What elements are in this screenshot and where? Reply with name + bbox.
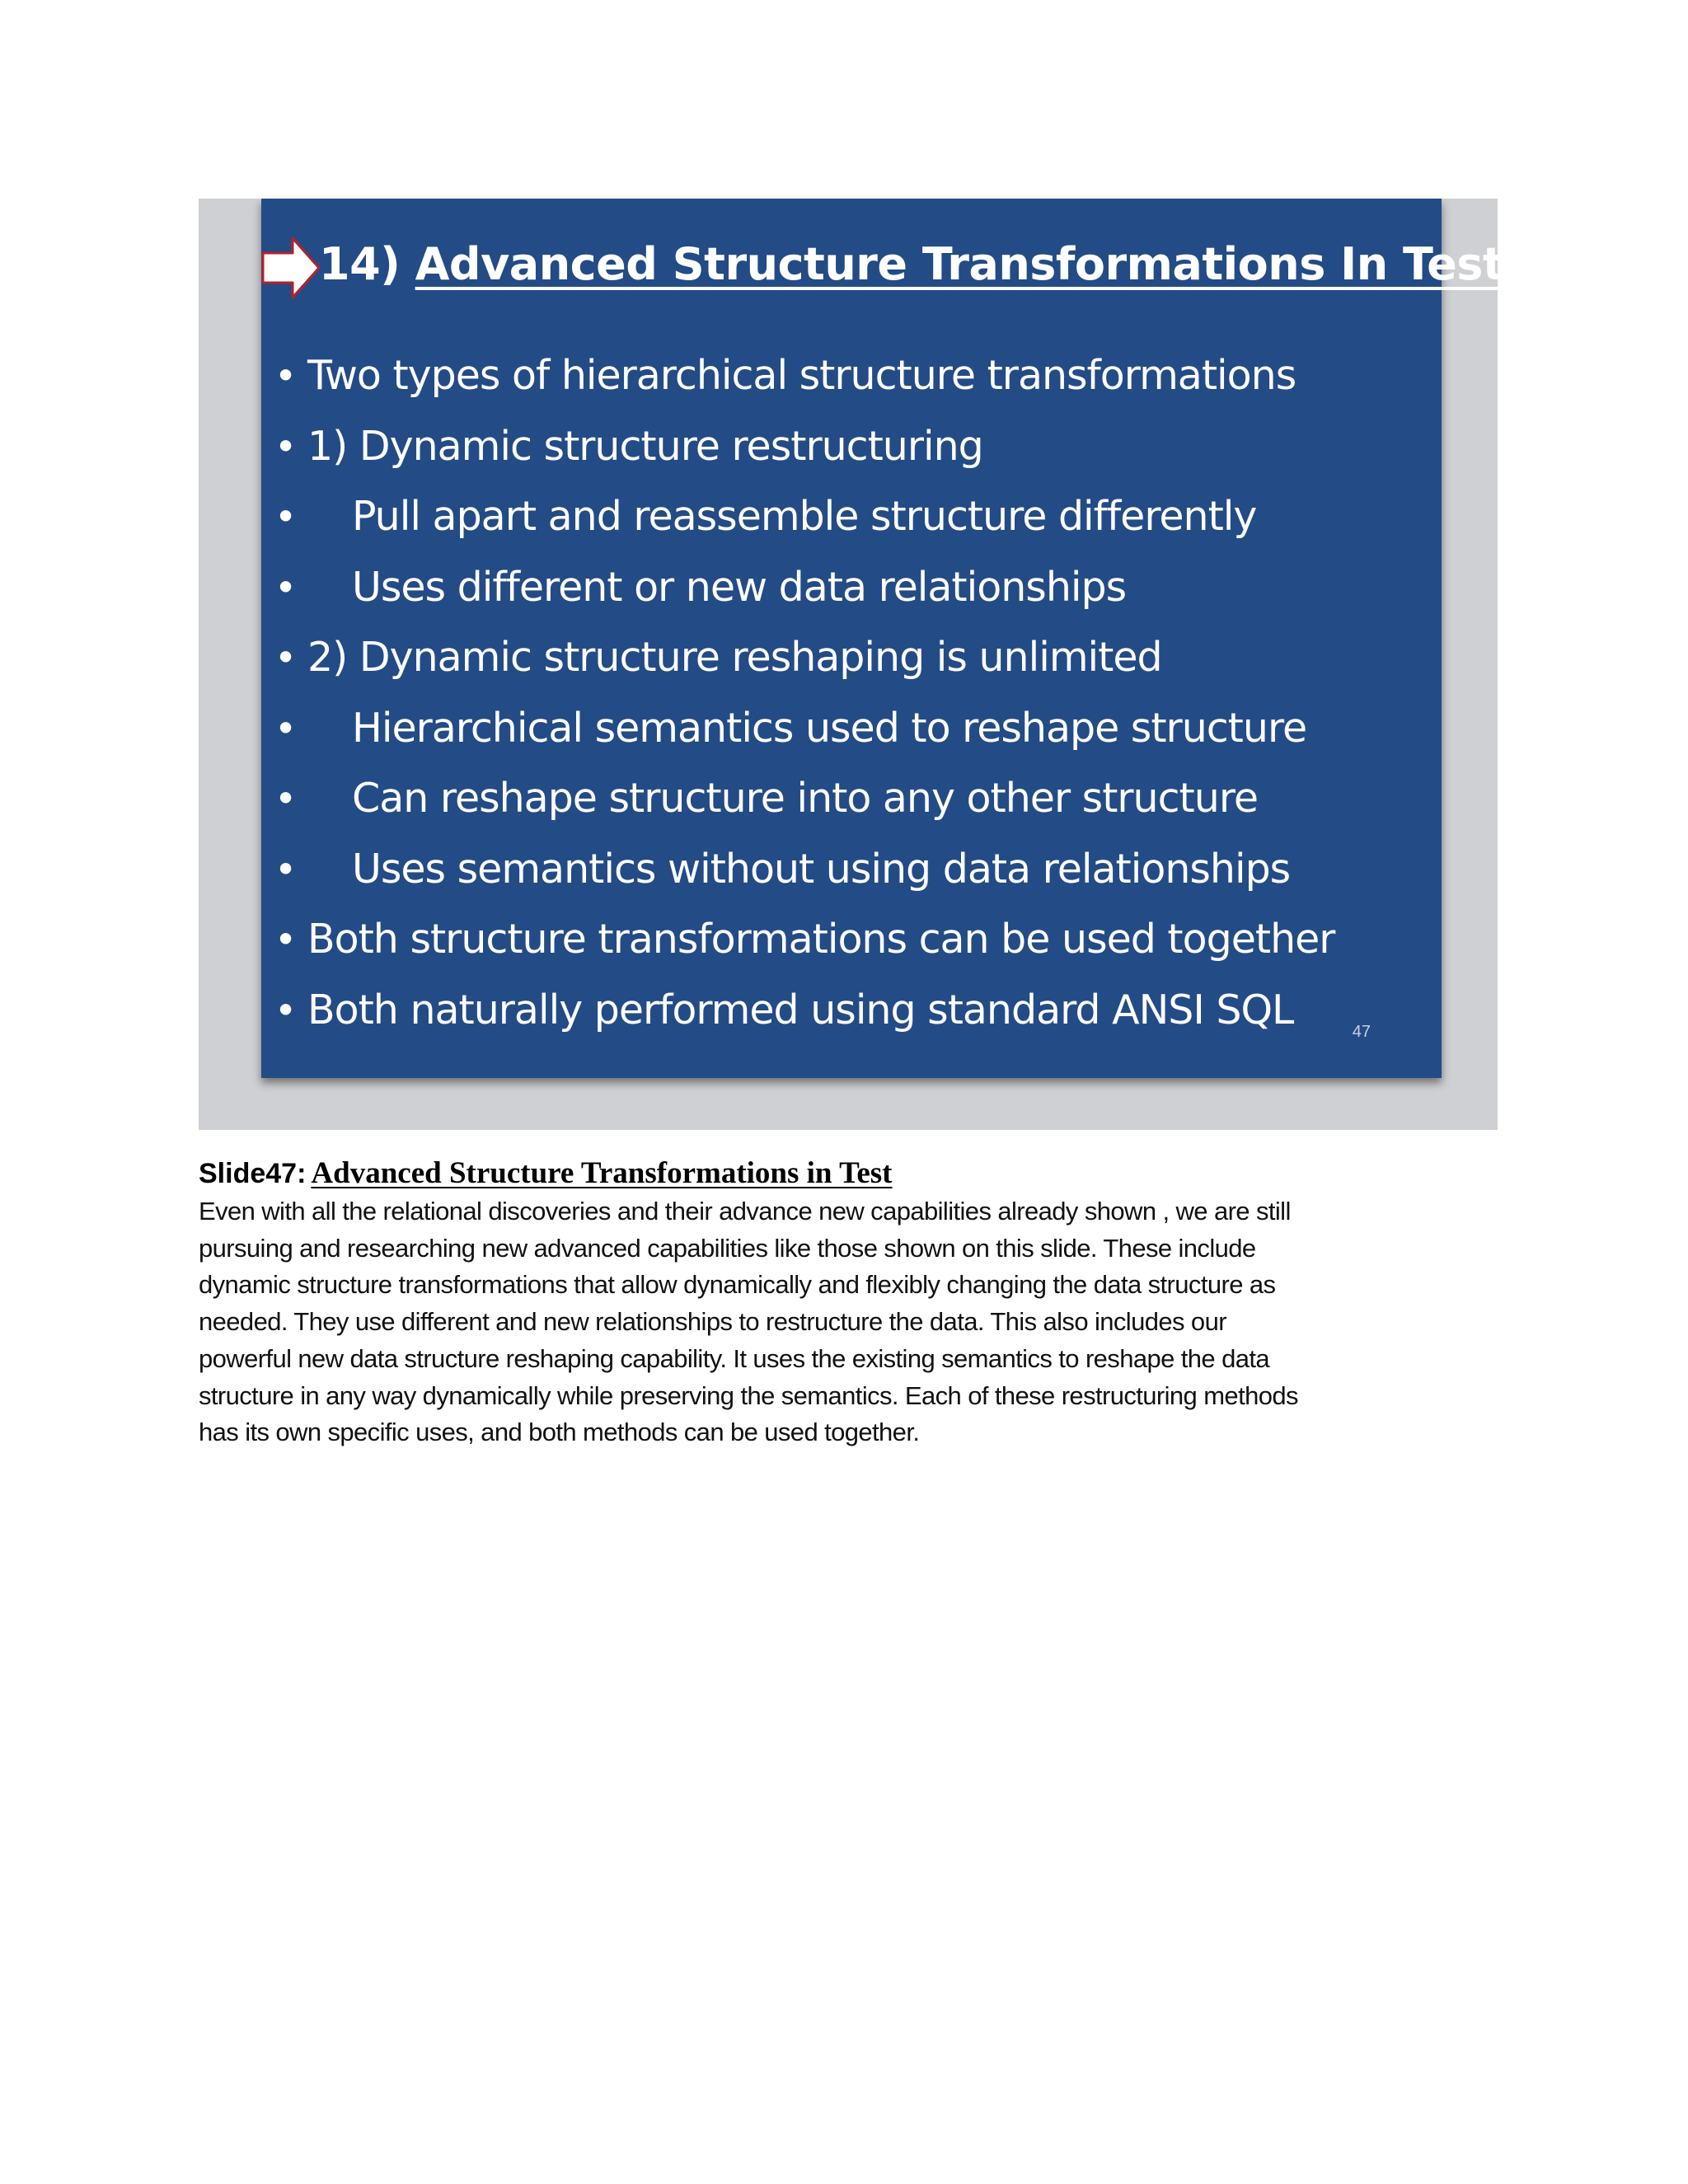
bullet-text: 1) Dynamic structure restructuring (307, 422, 983, 470)
bullet-text: 2) Dynamic structure reshaping is unlimited (307, 634, 1162, 681)
notes-body (199, 1193, 1484, 1451)
bullet-text: Pull apart and reassemble structure differently (352, 493, 1257, 540)
bullet-marker: • (274, 987, 297, 1033)
notes-line: has its own specific uses, and both methods can be used together. (199, 1418, 920, 1447)
bullet-text: Both naturally performed using standard ANSI SQL (307, 986, 1294, 1033)
bullet-item (274, 975, 1334, 1046)
bullet-marker: • (274, 635, 297, 680)
bullet-item (274, 481, 1334, 552)
notes-slide-label: Slide47: (199, 1158, 307, 1189)
bullet-marker: • (274, 705, 297, 751)
bullet-item (274, 411, 1334, 482)
bullet-text: Can reshape structure into any other structure (352, 775, 1259, 822)
bullet-item (274, 693, 1334, 764)
bullet-marker: • (274, 917, 297, 962)
bullet-marker: • (274, 494, 297, 539)
bullet-item (274, 904, 1334, 975)
bullet-list (274, 340, 1334, 1045)
bullet-marker: • (274, 424, 297, 469)
bullet-item (274, 552, 1334, 623)
bullet-text: Hierarchical semantics used to reshape structure (352, 704, 1307, 752)
right-arrow-icon (261, 237, 321, 299)
slide-number-prefix: 14) (319, 238, 401, 290)
slide-notes (199, 1154, 1484, 1451)
bullet-marker: • (274, 565, 297, 610)
notes-line: structure in any way dynamically while preserving the semantics. Each of these restructuring methods (199, 1380, 1298, 1410)
bullet-text: Uses semantics without using data relationships (352, 845, 1291, 893)
bullet-text: Both structure transformations can be used together (307, 916, 1335, 963)
notes-title: Advanced Structure Transformations in Test (311, 1156, 893, 1190)
bullet-marker: • (274, 846, 297, 892)
bullet-marker: • (274, 354, 297, 398)
notes-line: pursuing and researching new advanced capabilities like those shown on this slide. These include (199, 1233, 1256, 1263)
notes-line: needed. They use different and new relationships to restructure the data. This also includes our (199, 1307, 1226, 1337)
bullet-marker: • (274, 776, 297, 821)
notes-line: powerful new data structure reshaping capability. It uses the existing semantics to reshape the data (199, 1343, 1270, 1373)
slide-title-text: Advanced Structure Transformations In Test (415, 238, 1504, 290)
notes-heading (199, 1154, 1484, 1193)
bullet-text: Uses different or new data relationships (352, 563, 1127, 611)
bullet-item (274, 622, 1334, 693)
bullet-text: Two types of hierarchical structure transformations (307, 352, 1296, 399)
notes-line: Even with all the relational discoveries and their advance new capabilities already shown , we are still (199, 1197, 1291, 1226)
slide-title (319, 232, 1503, 298)
slide-frame (199, 199, 1504, 1130)
bullet-item (274, 340, 1334, 411)
slide (261, 199, 1504, 1078)
bullet-item (274, 763, 1334, 834)
bullet-item (274, 834, 1334, 905)
notes-line: dynamic structure transformations that allow dynamically and flexibly changing the data structure as (199, 1270, 1276, 1300)
slide-page-number: 47 (1352, 1023, 1371, 1041)
